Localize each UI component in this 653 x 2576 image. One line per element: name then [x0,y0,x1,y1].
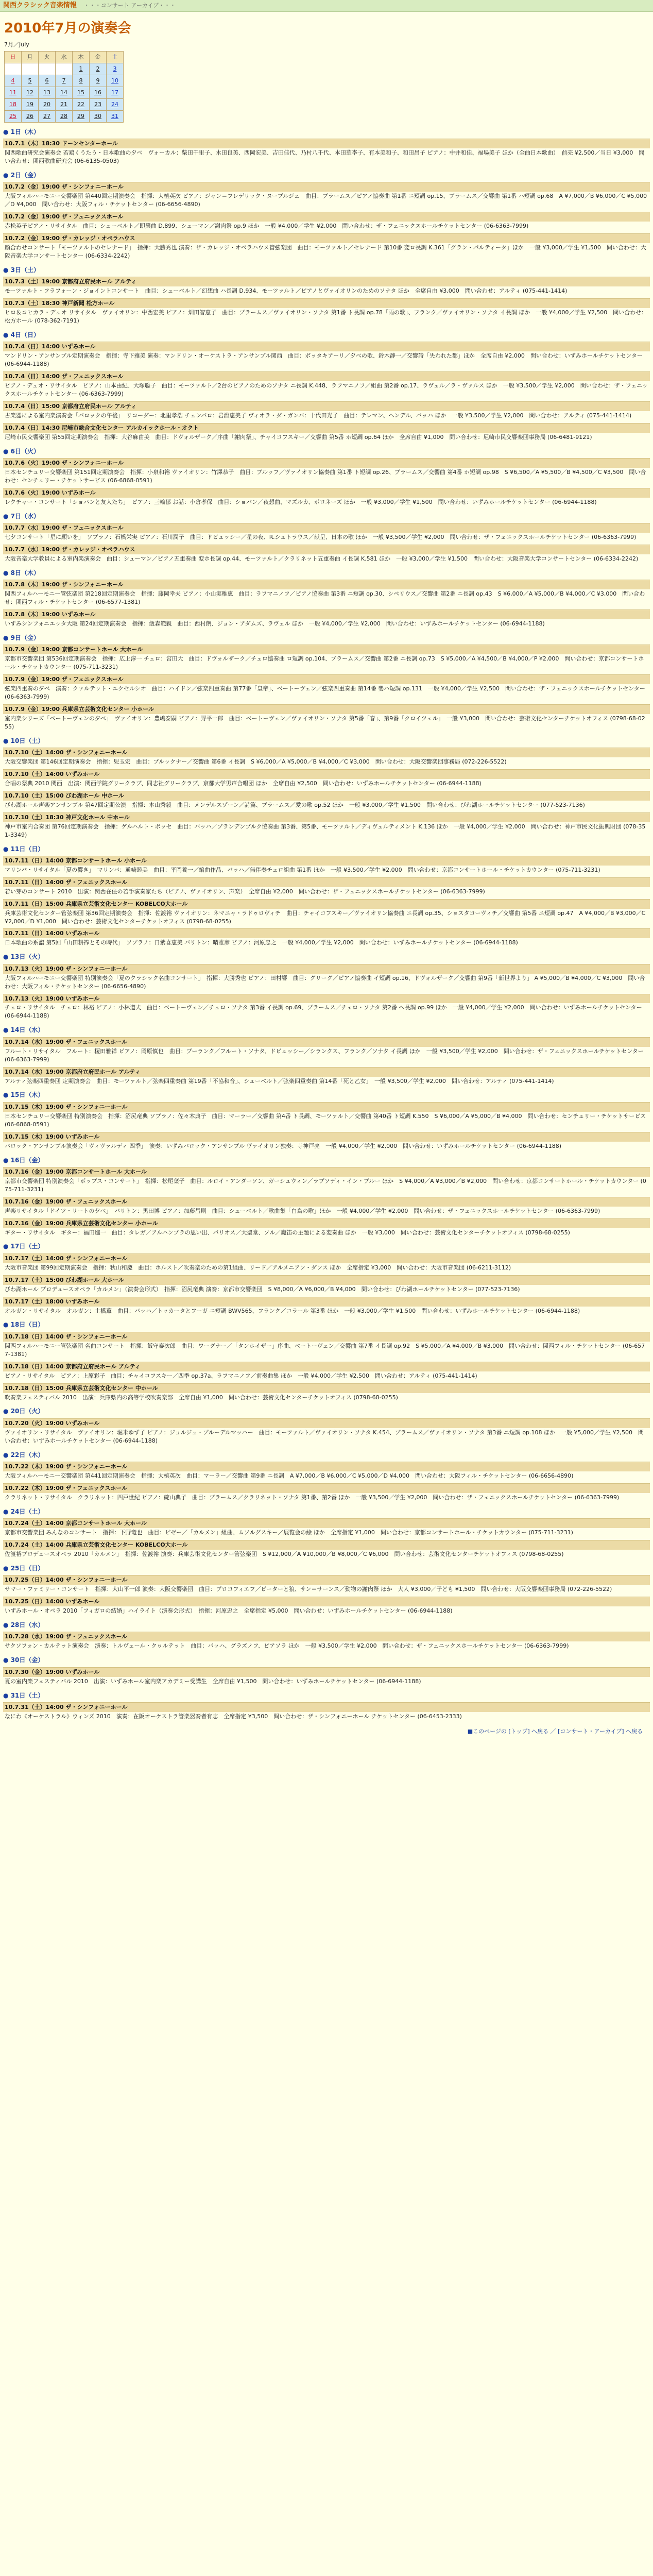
calendar-day-4[interactable]: 4 [5,75,22,87]
calendar-empty-cell [39,63,56,75]
calendar-day-10[interactable]: 10 [107,75,124,87]
concert-entry [3,856,650,875]
calendar-day-30[interactable]: 30 [90,110,107,122]
calendar-day-7[interactable]: 7 [56,75,73,87]
calendar-day-31[interactable]: 31 [107,110,124,122]
concert-entry [3,1218,650,1238]
concert-detail: 七夕コンサート「星に願いを」 ソプラノ：石橋栄実 ピアノ：石川潤子 曲目：ドビュッシー／星の夜、R.シュトラウス／献呈、日本の歌 ほか 一般 ¥3,500／学生 ¥2,000 問い合わせ：ザ・フェニックスホールチケットセンター (06-6363-7999) [5,533,637,540]
calendar-day-19[interactable]: 19 [22,98,39,110]
calendar-empty-cell [56,63,73,75]
concert-entry [3,1297,650,1316]
concert-detail: 京都市交響楽団 第536回定期演奏会 指揮：広上淳一 チェロ：宮田大 曲目：ドヴォルザーク／チェロ協奏曲 ロ短調 op.104、ブラームス／交響曲 第2番 ニ長調 op.73 S ¥5,000／A ¥4,500／B ¥4,000／P ¥2,000 問い合わせ：京都コンサートホール・チケットカウンター (075-711-3231) [5,655,644,671]
calendar [4,51,124,123]
concert-entry [3,1462,650,1481]
concert-detail: ヴァイオリン・リサイタル ヴァイオリン：堀米ゆず子 ピアノ：ジョルジュ・プルーデルマッハー 曲目：モーツァルト／ヴァイオリン・ソナタ K.454、ブラームス／ヴァイオリン・ソナタ 第3番 ニ短調 op.108 ほか 一般 ¥5,000／学生 ¥2,500 問い合わせ：いずみホールチケットセンター (06-6944-1188) [5,1429,644,1444]
concert-entry [3,1667,650,1686]
concert-entry [3,212,650,231]
concert-title: 10.7.16（金）19:00 ザ・フェニックスホール [3,1197,650,1207]
concert-detail: 大阪音楽大学教員による室内楽演奏会 曲目：シューマン／ピアノ五重奏曲 変ホ長調 op.44、モーツァルト／クラリネット五重奏曲 イ長調 K.581 ほか 一般 ¥3,000／学生 ¥1,500 問い合わせ：大阪音楽大学コンサートセンター (06-6334-2242) [5,555,639,562]
concert-detail: フルート・リサイタル フルート：榎田雅祥 ピアノ：岡原慎也 曲目：プーランク／フルート・ソナタ、ドビュッシー／シランクス、フランク／ソナタ イ長調 ほか 一般 ¥3,500／学生 ¥2,000 問い合わせ：ザ・フェニックスホールチケットセンター (06-6363-7999) [5,1047,644,1063]
concert-title: 10.7.15（木）19:00 ザ・シンフォニーホール [3,1102,650,1112]
concert-detail: マンドリン・アンサンブル定期演奏会 指揮：寺下雅美 演奏：マンドリン・オーケストラ・アンサンブル関西 曲目：ボッタキアーリ／夕べの歌、鈴木静一／交響詩「失われた都」ほか 全席自由 ¥2,000 問い合わせ：いずみホールチケットセンター (06-6944-1188) [5,352,643,368]
concert-title: 10.7.3（土）18:30 神戸新聞 松方ホール [3,298,650,308]
concert-detail: ギター・リサイタル ギター：福田進一 曲目：タレガ／アルハンブラの思い出、バリオス／大聖堂、ソル／魔笛の主題による変奏曲 ほか 一般 ¥3,000 問い合わせ：芸術文化センターチケットオフィス (0798-68-0255) [5,1229,570,1236]
calendar-empty-cell [5,63,22,75]
concert-title: 10.7.9（金）19:00 兵庫県立芸術文化センター 小ホール [3,704,650,714]
calendar-day-18[interactable]: 18 [5,98,22,110]
concert-detail: 佐渡裕プロデュースオペラ 2010「カルメン」 指揮：佐渡裕 演奏：兵庫芸術文化センター管弦楽団 S ¥12,000／A ¥10,000／B ¥8,000／C ¥6,000 問い合わせ：芸術文化センターチケットオフィス (0798-68-0255) [5,1550,564,1557]
concert-detail: 弦楽四重奏の夕べ 演奏：クァルテット・エクセルシオ 曲目：ハイドン／弦楽四重奏曲 第77番「皇帝」、ベートーヴェン／弦楽四重奏曲 第14番 嬰ハ短調 op.131 一般 ¥4,000／学生 ¥2,500 問い合わせ：ザ・フェニックスホールチケットセンター (06-6363-7999) [5,685,645,700]
concert-title: 10.7.7（水）19:00 ザ・カレッジ・オペラハウス [3,545,650,554]
concert-entry [3,1597,650,1616]
concert-detail: 日本センチュリー交響楽団 第151回定期演奏会 指揮：小泉和裕 ヴァイオリン：竹澤恭子 曲目：ブルッフ／ヴァイオリン協奏曲 第1番 ト短調 op.26、ブラームス／交響曲 第4番 ホ短調 op.98 S ¥6,500／A ¥5,500／B ¥4,500／C ¥3,500 問い合わせ：センチュリー・チケットサービス (06-6868-0591) [5,468,646,484]
concert-detail: 神戸市室内合奏団 第76回定期演奏会 指揮：ゲルハルト・ボッセ 曲目：バッハ／ブランデンブルク協奏曲 第3番、第5番、モーツァルト／ディヴェルティメント K.136 ほか 一般 ¥4,000／学生 ¥2,000 問い合わせ：神戸市民文化振興財団 (078-351-3349) [5,823,646,838]
concert-title: 10.7.28（水）19:00 ザ・フェニックスホール [3,1632,650,1641]
concert-detail: 京都市交響楽団 特別演奏会「ポップス・コンサート」 指揮：松尾葉子 曲目：ルロイ・アンダーソン、ガーシュウィン／ラプソディ・イン・ブルー ほか S ¥4,000／A ¥3,000／B ¥2,000 問い合わせ：京都コンサートホール・チケットカウンター (075-711-3231) [5,1177,646,1193]
concert-title: 10.7.10（土）18:30 神戸文化ホール 中ホール [3,812,650,822]
concert-detail: レクチャー・コンサート「ショパンと友人たち」 ピアノ：三輪郁 お話：小倉孝保 曲目：ショパン／夜想曲、マズルカ、ポロネーズ ほか 一般 ¥3,000／学生 ¥1,500 問い合わせ：いずみホールチケットセンター (06-6944-1188) [5,498,597,505]
day-heading: ● 20日（火） [3,1408,44,1415]
calendar-day-24[interactable]: 24 [107,98,124,110]
day-heading: ● 10日（土） [3,737,44,744]
concert-entry [3,458,650,485]
concert-detail: チェロ・リサイタル チェロ：林裕 ピアノ：小林道夫 曲目：ベートーヴェン／チェロ・ソナタ 第3番 イ長調 op.69、ブラームス／チェロ・ソナタ 第2番 ヘ長調 op.99 ほか 一般 ¥4,000／学生 ¥2,000 問い合わせ：いずみホールチケットセンター (06-6944-1188) [5,1004,642,1020]
day-heading: ● 22日（木） [3,1451,44,1459]
concert-detail: 大阪フィルハーモニー交響楽団 第440回定期演奏会 指揮：大植英次 ピアノ：ジャン＝フレデリック・ヌーブルジェ 曲目：ブラームス／ピアノ協奏曲 第1番 ニ短調 op.15、ブラームス／交響曲 第1番 ハ短調 op.68 A ¥7,000／B ¥6,000／C ¥5,000／D ¥4,000 問い合わせ：大阪フィル・チケットセンター (06-6656-4890) [5,193,647,208]
concert-detail: なにわ《オーケストラル》ウィンズ 2010 演奏：在阪オーケストラ管楽器奏者有志 全席指定 ¥3,500 問い合わせ：ザ・シンフォニーホール チケットセンター (06-6453-2333) [5,1713,462,1720]
day-heading: ● 7日（水） [3,512,40,520]
concert-title: 10.7.2（金）19:00 ザ・シンフォニーホール [3,182,650,192]
concert-entry [3,580,650,607]
concert-entry [3,1332,650,1359]
calendar-day-3[interactable]: 3 [107,63,124,75]
concert-title: 10.7.30（金）19:00 いずみホール [3,1667,650,1677]
concert-title: 10.7.11（日）15:00 兵庫県立芸術文化センター KOBELCO大ホール [3,899,650,909]
concert-title: 10.7.24（土）14:00 京都コンサートホール 大ホール [3,1518,650,1528]
day-heading: ● 30日（金） [3,1656,44,1664]
concert-entry [3,791,650,810]
concert-detail: 室内楽シリーズ「ベートーヴェンの夕べ」 ヴァイオリン：豊嶋泰嗣 ピアノ：野平一郎 曲目：ベートーヴェン／ヴァイオリン・ソナタ 第5番「春」、第9番「クロイツェル」 一般 ¥3,000 問い合わせ：芸術文化センターチケットオフィス (0798-68-0255) [5,715,645,730]
calendar-header-thu: 木 [73,51,90,63]
concert-entry [3,704,650,732]
concert-detail: 日本センチュリー交響楽団 特別演奏会 指揮：沼尻竜典 ソプラノ：佐々木典子 曲目：マーラー／交響曲 第4番 ト長調、モーツァルト／交響曲 第40番 ト短調 K.550 S ¥6,000／A ¥5,000／B ¥4,000 問い合わせ：センチュリー・チケットサービス (06-6868-0591) [5,1112,646,1128]
concert-entry [3,342,650,369]
concert-entry [3,1067,650,1086]
concert-entry [3,1362,650,1381]
site-header [0,0,653,12]
concert-detail: 大阪市音楽団 第99回定期演奏会 指揮：秋山和慶 曲目：ホルスト／吹奏楽のための第1組曲、リード／アルメニアン・ダンス ほか 全席指定 ¥3,000 問い合わせ：大阪市音楽団 (06-6211-3112) [5,1264,511,1271]
concert-title: 10.7.4（日）14:30 尼崎市総合文化センター アルカイックホール・オクト [3,423,650,433]
calendar-week [5,87,124,98]
concert-entry [3,609,650,629]
concert-title: 10.7.6（火）19:00 ザ・シンフォニーホール [3,458,650,468]
calendar-day-15[interactable]: 15 [73,87,90,98]
concert-entry [3,877,650,896]
day-heading: ● 3日（土） [3,266,40,274]
concert-detail: いずみホール・オペラ 2010「フィガロの結婚」ハイライト（演奏会形式） 指揮：河原忠之 全席指定 ¥5,000 問い合わせ：いずみホールチケットセンター (06-6944-1188) [5,1607,453,1615]
concert-title: 10.7.16（金）19:00 兵庫県立芸術文化センター 小ホール [3,1218,650,1228]
concert-title: 10.7.7（水）19:00 ザ・フェニックスホール [3,523,650,533]
concert-entry [3,1132,650,1151]
concert-detail: サクソフォン・カルテット演奏会 演奏：トルヴェール・クヮルテット 曲目：バッハ、グラズノフ、ピアソラ ほか 一般 ¥3,500／学生 ¥2,000 問い合わせ：ザ・フェニックスホールチケットセンター (06-6363-7999) [5,1642,569,1650]
concert-title: 10.7.10（土）14:00 ザ・シンフォニーホール [3,748,650,757]
concert-detail: 大阪フィルハーモニー交響楽団 第441回定期演奏会 指揮：大植英次 曲目：マーラー／交響曲 第9番 ニ長調 A ¥7,000／B ¥6,000／C ¥5,000／D ¥4,000 問い合わせ：大阪フィル・チケットセンター (06-6656-4890) [5,1472,574,1479]
concert-title: 10.7.13（火）19:00 ザ・シンフォニーホール [3,964,650,974]
day-heading: ● 1日（木） [3,128,40,135]
concert-title: 10.7.18（日）15:00 兵庫県立芸術文化センター 中ホール [3,1383,650,1393]
calendar-day-9[interactable]: 9 [90,75,107,87]
concert-entry [3,1483,650,1502]
calendar-header-tue: 火 [39,51,56,63]
concert-entry [3,899,650,926]
concert-title: 10.7.2（金）19:00 ザ・フェニックスホール [3,212,650,222]
footer-nav[interactable] [10,1727,643,1736]
calendar-day-28[interactable]: 28 [56,110,73,122]
concert-entry [3,139,650,166]
concert-detail: 日本歌曲の系譜 第5回「山田耕筰とその時代」 ソプラノ：日紫喜恵美 バリトン：晴雅彦 ピアノ：河原忠之 一般 ¥4,000／学生 ¥2,000 問い合わせ：いずみホールチケットセンター (06-6944-1188) [5,939,518,946]
concert-entry [3,769,650,788]
concert-detail: 大阪交響楽団 第146回定期演奏会 指揮：児玉宏 曲目：ブルックナー／交響曲 第6番 イ長調 S ¥6,000／A ¥5,000／B ¥4,000／C ¥3,000 問い合わせ：大阪交響楽団事務局 (072-226-5522) [5,758,507,766]
concert-entry [3,928,650,947]
calendar-week [5,75,124,87]
day-heading: ● 31日（土） [3,1691,44,1699]
concert-entry [3,1383,650,1402]
day-heading: ● 16日（金） [3,1156,44,1164]
concert-entry [3,182,650,209]
concert-entry [3,1167,650,1194]
concert-detail: 赤松英子ピアノ・リサイタル 曲目：シューベルト／即興曲 D.899、シューマン／謝肉祭 op.9 ほか 一般 ¥4,000／学生 ¥2,000 問い合わせ：ザ・フェニックスホールチケットセンター (06-6363-7999) [5,222,529,229]
calendar-day-20[interactable]: 20 [39,98,56,110]
calendar-header-wed: 水 [56,51,73,63]
concert-detail: 若い芽のコンサート 2010 出演：関西在住の若手演奏家たち（ピアノ、ヴァイオリン、声楽） 全席自由 ¥2,000 問い合わせ：ザ・フェニックスホールチケットセンター (06-6363-7999) [5,888,485,895]
calendar-day-22[interactable]: 22 [73,98,90,110]
day-heading: ● 15日（木） [3,1091,44,1099]
concert-detail: びわ湖ホール声楽アンサンブル 第47回定期公演 指揮：本山秀毅 曲目：メンデルスゾーン／詩篇、ブラームス／愛の歌 op.52 ほか 一般 ¥3,000／学生 ¥1,500 問い合わせ：びわ湖ホールチケットセンター (077-523-7136) [5,801,585,808]
calendar-header-row [5,51,124,63]
concert-detail: ヒロ＆コヒカラ・デュオ リサイタル ヴァイオリン：中西宏美 ピアノ：畑田智恵子 曲目：ブラームス／ヴァイオリン・ソナタ 第1番 ト長調 op.78「雨の歌」、フランク／ヴァイオリン・ソナタ イ長調 ほか 一般 ¥4,000／学生 ¥2,500 問い合わせ：松方ホール (078-362-7191) [5,309,647,324]
calendar-day-26[interactable]: 26 [22,110,39,122]
concert-title: 10.7.6（火）19:00 いずみホール [3,488,650,498]
concert-entry [3,645,650,672]
day-heading: ● 17日（土） [3,1243,44,1250]
concert-entry [3,233,650,261]
concert-title: 10.7.11（日）14:00 いずみホール [3,928,650,938]
concert-entry [3,1702,650,1721]
concert-entry [3,812,650,840]
day-heading: ● 28日（水） [3,1621,44,1629]
concert-detail: オルガン・リサイタル オルガン：土橋薫 曲目：バッハ／トッカータとフーガ ニ短調 BWV565、フランク／コラール 第3番 ほか 一般 ¥3,000／学生 ¥1,500 問い合わせ：いずみホールチケットセンター (06-6944-1188) [5,1307,580,1314]
concert-title: 10.7.8（木）19:00 ザ・シンフォニーホール [3,580,650,589]
site-title[interactable]: 関西クラシック音楽情報 [3,1,77,9]
day-heading: ● 24日（土） [3,1507,44,1515]
concert-detail: 関西フィルハーモニー管弦楽団 名曲コンサート 指揮：飯守泰次郎 曲目：ワーグナー／「タンホイザー」序曲、ベートーヴェン／交響曲 第7番 イ長調 op.92 S ¥5,000／A ¥4,000／B ¥3,000 問い合わせ：関西フィル・チケットセンター (06-6577-1381) [5,1342,645,1358]
concert-listing [0,128,653,1721]
concert-title: 10.7.9（金）19:00 京都コンサートホール 大ホール [3,645,650,654]
concert-entry [3,1518,650,1537]
day-heading: ● 18日（日） [3,1321,44,1329]
concert-detail: 声楽リサイタル「ドイツ・リートの夕べ」 バリトン：黒田博 ピアノ：加藤昌則 曲目：シューベルト／歌曲集「白鳥の歌」ほか 一般 ¥4,000／学生 ¥2,000 問い合わせ：ザ・フェニックスホールチケットセンター (06-6363-7999) [5,1207,600,1214]
calendar-header-sat: 土 [107,51,124,63]
concert-detail: 顔合わせコンサート「モーツァルトのセレナード」 指揮：大勝秀也 演奏：ザ・カレッジ・オペラハウス管弦楽団 曲目：モーツァルト／セレナード 第10番 変ロ長調 K.361「グラン・パルティータ」ほか 一般 ¥3,000／学生 ¥1,500 問い合わせ：大阪音楽大学コンサートセンター (06-6334-2242) [5,244,646,259]
concert-title: 10.7.31（土）14:00 ザ・シンフォニーホール [3,1702,650,1712]
concert-title: 10.7.17（土）18:00 いずみホール [3,1297,650,1307]
calendar-day-13[interactable]: 13 [39,87,56,98]
concert-entry [3,1540,650,1559]
concert-title: 10.7.25（日）14:00 ザ・シンフォニーホール [3,1575,650,1585]
concert-entry [3,1275,650,1294]
calendar-week [5,110,124,122]
page-title: 2010年7月の演奏会 [4,21,131,36]
concert-title: 10.7.13（火）19:00 いずみホール [3,994,650,1004]
calendar-day-1[interactable]: 1 [73,63,90,75]
calendar-day-23[interactable]: 23 [90,98,107,110]
concert-title: 10.7.17（土）15:00 びわ湖ホール 大ホール [3,1275,650,1285]
calendar-header-mon: 月 [22,51,39,63]
concert-entry [3,1575,650,1594]
concert-title: 10.7.22（木）19:00 ザ・フェニックスホール [3,1483,650,1493]
calendar-day-21[interactable]: 21 [56,98,73,110]
concert-entry [3,1632,650,1651]
concert-detail: びわ湖ホール プロデュースオペラ「カルメン」（演奏会形式） 指揮：沼尻竜典 演奏：京都市交響楽団 S ¥8,000／A ¥6,000／B ¥4,000 問い合わせ：びわ湖ホールチケットセンター (077-523-7136) [5,1285,520,1293]
concert-detail: マリンバ・リサイタル「夏の響き」 マリンバ：通崎睦美 曲目：平岡養一／編曲作品、バッハ／無伴奏チェロ組曲 第1番 ほか 一般 ¥3,500／学生 ¥2,000 問い合わせ：京都コンサートホール・チケットカウンター (075-711-3231) [5,866,600,873]
concert-entry [3,1253,650,1273]
concert-title: 10.7.10（土）14:00 いずみホール [3,769,650,779]
concert-title: 10.7.16（金）19:00 京都コンサートホール 大ホール [3,1167,650,1177]
day-heading: ● 2日（金） [3,171,40,179]
concert-title: 10.7.14（水）19:00 京都府立府民ホール アルティ [3,1067,650,1077]
calendar-day-27[interactable]: 27 [39,110,56,122]
calendar-header-fri: 金 [90,51,107,63]
calendar-day-25[interactable]: 25 [5,110,22,122]
concert-entry [3,1037,650,1064]
concert-title: 10.7.8（木）19:00 いずみホール [3,609,650,619]
concert-title: 10.7.10（土）15:00 びわ湖ホール 中ホール [3,791,650,801]
concert-detail: ピアノ・デュオ・リサイタル ピアノ：山本由紀、大塚聡子 曲目：モーツァルト／2台のピアノのためのソナタ ニ長調 K.448、ラフマニノフ／組曲 第2番 op.17、ラヴェル／ラ・ヴァルス ほか 一般 ¥3,500／学生 ¥2,000 問い合わせ：ザ・フェニックスホールチケットセンター (06-6363-7999) [5,382,648,397]
calendar-day-11[interactable]: 11 [5,87,22,98]
calendar-day-8[interactable]: 8 [73,75,90,87]
day-heading: ● 6日（火） [3,447,40,455]
calendar-day-16[interactable]: 16 [90,87,107,98]
calendar-day-5[interactable]: 5 [22,75,39,87]
day-heading: ● 14日（水） [3,1026,44,1034]
day-heading: ● 8日（木） [3,569,40,577]
calendar-day-6[interactable]: 6 [39,75,56,87]
concert-detail: 関西フィルハーモニー管弦楽団 第218回定期演奏会 指揮：藤岡幸夫 ピアノ：小山実稚恵 曲目：ラフマニノフ／ピアノ協奏曲 第3番 ニ短調 op.30、シベリウス／交響曲 第2番 ニ長調 op.43 S ¥6,000／A ¥5,000／B ¥4,000／C ¥3,000 問い合わせ：関西フィル・チケットセンター (06-6577-1381) [5,590,645,606]
concert-title: 10.7.25（日）14:00 いずみホール [3,1597,650,1606]
concert-entry [3,545,650,564]
site-subtitle[interactable]: ・・・コンサート アーカイブ・・・ [83,2,176,9]
day-heading: ● 13日（火） [3,953,44,961]
concert-detail: 合唱の祭典 2010 関西 出演：関西学院グリークラブ、同志社グリークラブ、京都大学男声合唱団 ほか 全席自由 ¥2,500 問い合わせ：いずみホールチケットセンター (06-6944-1188) [5,779,482,787]
concert-detail: ピアノ・リサイタル ピアノ：上原彩子 曲目：チャイコフスキー／四季 op.37a、ラフマニノフ／前奏曲集 ほか 一般 ¥4,000／学生 ¥2,500 問い合わせ：アルティ (075-441-1414) [5,1372,477,1379]
concert-title: 10.7.22（木）19:00 ザ・シンフォニーホール [3,1462,650,1471]
calendar-week [5,63,124,75]
concert-title: 10.7.18（日）14:00 京都府立府民ホール アルティ [3,1362,650,1371]
concert-title: 10.7.15（木）19:00 いずみホール [3,1132,650,1142]
concert-detail: 古楽器による室内楽演奏会「バロックの午後」 リコーダー：北里孝浩 チェンバロ：岩淵恵美子 ヴィオラ・ダ・ガンバ：十代田光子 曲目：テレマン、ヘンデル、バッハ ほか 一般 ¥3,500／学生 ¥2,000 問い合わせ：アルティ (075-441-1414) [5,412,632,419]
concert-detail: 兵庫芸術文化センター管弦楽団 第36回定期演奏会 指揮：佐渡裕 ヴァイオリン：ネマニャ・ラドゥロヴィチ 曲目：チャイコフスキー／ヴァイオリン協奏曲 ニ長調 op.35、ショスタコーヴィチ／交響曲 第5番 ニ短調 op.47 A ¥4,000／B ¥3,000／C ¥2,000／D ¥1,000 問い合わせ：芸術文化センターチケットオフィス (0798-68-0255) [5,909,646,925]
concert-detail: いずみシンフォニエッタ大阪 第24回定期演奏会 指揮：飯森範親 曲目：西村朗、ジョン・アダムズ、ラヴェル ほか 一般 ¥4,000／学生 ¥2,000 問い合わせ：いずみホールチケットセンター (06-6944-1188) [5,620,545,627]
calendar-week [5,98,124,110]
day-heading: ● 11日（日） [3,845,44,853]
concert-detail: 尼崎市民交響楽団 第55回定期演奏会 指揮：大谷麻由美 曲目：ドヴォルザーク／序曲「謝肉祭」、チャイコフスキー／交響曲 第5番 ホ短調 op.64 ほか 全席自由 ¥1,000 問い合わせ：尼崎市民交響楽団事務局 (06-6481-9121) [5,433,592,440]
concert-entry [3,423,650,442]
calendar-day-14[interactable]: 14 [56,87,73,98]
concert-entry [3,277,650,296]
concert-detail: 夏の室内楽フェスティバル 2010 出演：いずみホール室内楽アカデミー受講生 全席自由 ¥1,500 問い合わせ：いずみホールチケットセンター (06-6944-1188) [5,1677,421,1685]
calendar-day-29[interactable]: 29 [73,110,90,122]
concert-title: 10.7.17（土）14:00 ザ・シンフォニーホール [3,1253,650,1263]
concert-detail: サマー・ファミリー・コンサート 指揮：大山平一郎 演奏：大阪交響楽団 曲目：プロコフィエフ／ピーターと狼、サン＝サーンス／動物の謝肉祭 ほか 大人 ¥3,000／子ども ¥1,500 問い合わせ：大阪交響楽団事務局 (072-226-5522) [5,1586,612,1593]
concert-entry [3,748,650,767]
concert-detail: 関西歌曲研究会演奏会 若鶏くうたう・日本歌曲の夕べ ヴォーカル：柴田千里子、木田良美、西岡宏美、吉田佳代、乃村八千代、本田華李子、有本美和子、和田昌子 ピアノ：中井和佳、福場美子 ほか（全曲日本歌曲） 前売 ¥2,500／当日 ¥3,000 問い合わせ：関西歌曲研究会 (06-6135-0503) [5,149,645,164]
concert-title: 10.7.11（日）14:00 ザ・フェニックスホール [3,877,650,887]
concert-title: 10.7.2（金）19:00 ザ・カレッジ・オペラハウス [3,233,650,243]
day-heading: ● 4日（日） [3,331,40,338]
concert-entry [3,401,650,420]
concert-entry [3,964,650,991]
concert-detail: 京都市交響楽団 みんなのコンサート 指揮：下野竜也 曲目：ビゼー／「カルメン」組曲、ムソルグスキー／展覧会の絵 ほか 全席指定 ¥1,000 問い合わせ：京都コンサートホール・チケットカウンター (075-711-3231) [5,1529,573,1536]
calendar-empty-cell [22,63,39,75]
calendar-day-2[interactable]: 2 [90,63,107,75]
concert-title: 10.7.9（金）19:00 ザ・フェニックスホール [3,674,650,684]
concert-entry [3,298,650,326]
day-heading: ● 9日（金） [3,634,40,641]
concert-detail: アルティ弦楽四重奏団 定期演奏会 曲目：モーツァルト／弦楽四重奏曲 第19番「不協和音」、シューベルト／弦楽四重奏曲 第14番「死と乙女」 一般 ¥3,500／学生 ¥2,000 問い合わせ：アルティ (075-441-1414) [5,1077,554,1084]
concert-entry [3,1102,650,1129]
concert-entry [3,488,650,507]
calendar-header-sun: 日 [5,51,22,63]
concert-entry [3,674,650,702]
concert-entry [3,523,650,542]
concert-title: 10.7.4（日）15:00 京都府立府民ホール アルティ [3,401,650,411]
concert-title: 10.7.11（日）14:00 京都コンサートホール 小ホール [3,856,650,866]
month-label: 7月／July [4,41,29,48]
concert-entry [3,1418,650,1446]
day-heading: ● 25日（日） [3,1564,44,1572]
concert-title: 10.7.20（火）19:00 いずみホール [3,1418,650,1428]
concert-entry [3,1197,650,1216]
concert-title: 10.7.1（木）18:30 ドーンセンターホール [3,139,650,148]
concert-detail: クラリネット・リサイタル クラリネット：四戸世紀 ピアノ：碇山典子 曲目：ブラームス／クラリネット・ソナタ 第1番、第2番 ほか 一般 ¥3,500／学生 ¥2,000 問い合わせ：ザ・フェニックスホールチケットセンター (06-6363-7999) [5,1494,620,1501]
calendar-day-17[interactable]: 17 [107,87,124,98]
concert-title: 10.7.3（土）19:00 京都府立府民ホール アルティ [3,277,650,286]
concert-title: 10.7.4（日）14:00 ザ・フェニックスホール [3,371,650,381]
concert-detail: 吹奏楽フェスティバル 2010 出演：兵庫県内の高等学校吹奏楽部 全席自由 ¥1,000 問い合わせ：芸術文化センターチケットオフィス (0798-68-0255) [5,1394,398,1401]
concert-detail: 大阪フィルハーモニー交響楽団 特別演奏会「夏のクラシック名曲コンサート」 指揮：大勝秀也 ピアノ：田村響 曲目：グリーグ／ピアノ協奏曲 イ短調 op.16、ドヴォルザーク／交響曲 第9番「新世界より」 A ¥5,000／B ¥4,000／C ¥3,000 問い合わせ：大阪フィル・チケットセンター (06-6656-4890) [5,974,645,990]
concert-title: 10.7.24（土）14:00 兵庫県立芸術文化センター KOBELCO大ホール [3,1540,650,1550]
concert-title: 10.7.14（水）19:00 ザ・フェニックスホール [3,1037,650,1047]
concert-detail: モーツァルト・フラフォーン・ジョイントコンサート 曲目：シューベルト／幻想曲 ハ長調 D.934、モーツァルト／ピアノとヴァイオリンのためのソナタ ほか 全席自由 ¥3,000 問い合わせ：アルティ (075-441-1414) [5,287,568,295]
concert-entry [3,994,650,1021]
concert-entry [3,371,650,399]
back-to-top-link[interactable]: ■このページの [トップ] へ戻る ／ [コンサート・アーカイブ] へ戻る [467,1727,643,1735]
calendar-day-12[interactable]: 12 [22,87,39,98]
concert-detail: バロック・アンサンブル演奏会「ヴィヴァルディ 四季」 演奏：いずみバロック・アンサンブル ヴァイオリン独奏：寺神戸亮 一般 ¥4,000／学生 ¥2,000 問い合わせ：いずみホールチケットセンター (06-6944-1188) [5,1142,562,1149]
concert-title: 10.7.18（日）14:00 ザ・シンフォニーホール [3,1332,650,1342]
concert-title: 10.7.4（日）14:00 いずみホール [3,342,650,351]
